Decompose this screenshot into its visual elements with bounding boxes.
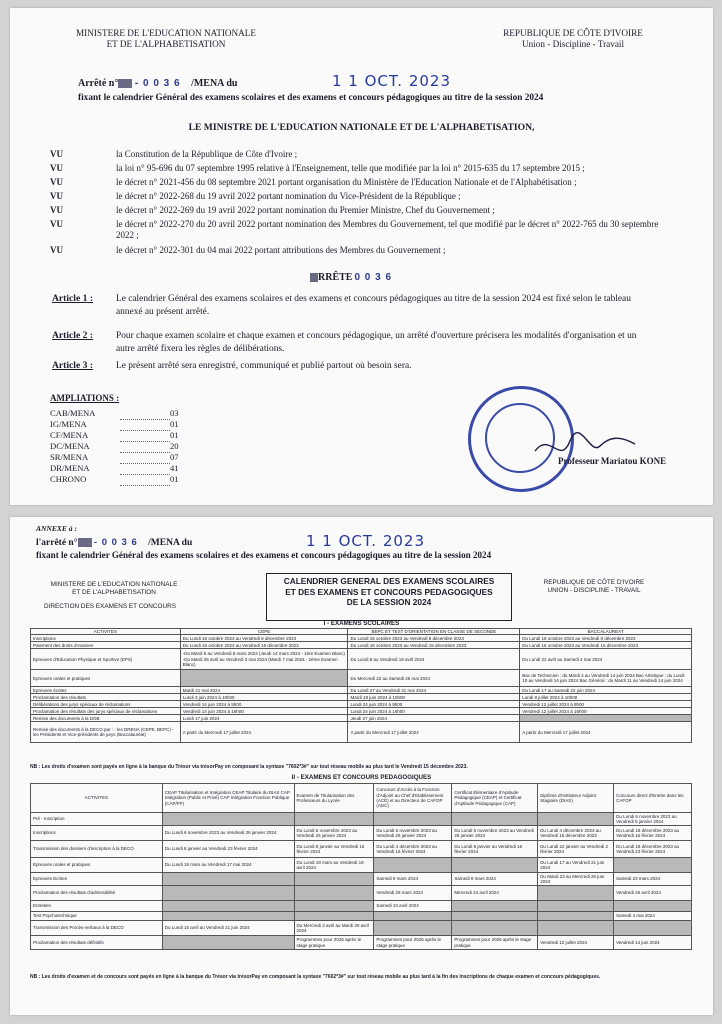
vu-text: la Constitution de la République de Côte d'Ivoire ; bbox=[116, 149, 298, 159]
date-cell: Jeudi 27 juin 2024 bbox=[348, 715, 520, 722]
date-cell: A partir du Mercredi 17 juillet 2024 bbox=[180, 722, 348, 743]
date-cell: Mardi 21 mai 2024 bbox=[180, 687, 348, 694]
date-cell bbox=[294, 886, 374, 901]
date-cell: Samedi 4 mai 2024 bbox=[614, 912, 692, 921]
annex-republic: REPUBLIQUE DE CÔTE D'IVOIRE UNION - DISCIPLINE - TRAVAIL bbox=[543, 579, 645, 594]
ampliations-table bbox=[50, 408, 179, 486]
annex-subject: fixant le calendrier Général des examens scolaires et des examens et concours pédagogiques au titre de la session 2024 bbox=[36, 550, 492, 560]
activity-cell: Epreuves d'Education Physique et Sportive (EPS) bbox=[31, 649, 181, 670]
date-cell: Du Lundi 8 janvier au Vendredi 16 février 2024 bbox=[294, 841, 374, 858]
date-cell: Du Lundi 6 novembre 2023 au Vendredi 26 janvier 2024 bbox=[162, 826, 294, 841]
date-cell: Du Lundi 18 décembre 2023 au Vendredi 16 février 2024 bbox=[614, 826, 692, 841]
vu-text: la loi n° 95-696 du 07 septembre 1995 relative à l'Enseignement, telle que modifiée par la loi n° 2015-635 du 17 septembre 2015 ; bbox=[116, 163, 585, 173]
ampliation-count: 41 bbox=[170, 463, 179, 473]
date-cell: Samedi 9 mars 2024 bbox=[374, 873, 452, 886]
table-row bbox=[31, 722, 692, 743]
date-cell: Programmes pour 2025 après le stage pratique bbox=[452, 936, 538, 950]
table-row bbox=[31, 858, 692, 873]
ampliation-dots bbox=[120, 408, 170, 419]
date-cell: Du Lundi 16 octobre 2023 au Vendredi 15 décembre 2023 bbox=[180, 642, 348, 649]
date-cell: Du Mercredi 22 au Samedi 25 mai 2024 bbox=[348, 670, 520, 687]
table-row bbox=[31, 936, 692, 950]
date-cell: Du Lundi 6 novembre 2023 au Vendredi 26 janvier 2024 bbox=[374, 826, 452, 841]
ampliation-dots bbox=[120, 474, 170, 485]
date-cell: Du Mercredi 3 avril au Mardi 30 avril 2024 bbox=[294, 921, 374, 936]
date-cell: Vendredi 12 juillet 2024 à 9h00 bbox=[520, 701, 692, 708]
date-cell bbox=[374, 858, 452, 873]
date-cell: Lundi 3 juin 2024 à 10h00 bbox=[180, 694, 348, 701]
column-header: Concours d'Accès à la Fonction d'Adjoint au Chef d'Etablissement (ACE) et au Directeur de CAFOP (ADC) bbox=[374, 784, 452, 813]
date-cell: Du Lundi 17 au Samedi 22 juin 2024 bbox=[520, 687, 692, 694]
activity-cell: Proclamation des résultats définitifs bbox=[31, 936, 163, 950]
date-cell bbox=[452, 813, 538, 826]
column-header: CEPE bbox=[180, 629, 348, 635]
vu-label: VU bbox=[50, 177, 63, 187]
vu-label: VU bbox=[50, 219, 63, 229]
date-cell: Du Lundi 18 décembre 2023 au Vendredi 23 février 2024 bbox=[614, 841, 692, 858]
activity-cell: Proclamation des résultats bbox=[31, 694, 181, 701]
date-cell: -Du Mardi 5 au Vendredi 8 mars 2024 (Jeudi 14 mars 2024 - 1ère Examen Blanc) -Du Mardi 26 avril au Vendredi 3 mai 2024 (Mardi 7 mai 2024 - 2ème Examen Blanc) bbox=[180, 649, 348, 670]
date-cell bbox=[538, 813, 614, 826]
date-cell bbox=[520, 715, 692, 722]
table-row bbox=[31, 813, 692, 826]
minister-signature: Professeur Mariatou KONE bbox=[558, 456, 667, 466]
date-cell: Vendredi 14 juin 2024 à 16h00 bbox=[180, 708, 348, 715]
table-row bbox=[31, 841, 692, 858]
activity-cell: Transmission des dossiers d'inscription à la DECO bbox=[31, 841, 163, 858]
ampliation-row bbox=[50, 441, 179, 452]
table-row bbox=[31, 826, 692, 841]
date-cell: Du Lundi 4 décembre 2023 au Vendredi 15 décembre 2023 bbox=[538, 826, 614, 841]
concours-table bbox=[30, 783, 692, 950]
ampliation-count: 07 bbox=[170, 452, 179, 462]
table-row bbox=[31, 912, 692, 921]
date-cell bbox=[374, 813, 452, 826]
ampliation-row bbox=[50, 452, 179, 463]
activity-cell: Test Psychotechnique bbox=[31, 912, 163, 921]
vu-label: VU bbox=[50, 149, 63, 159]
article-text: Le calendrier Général des examens scolaires et des examens et concours pédagogiques au titre de la session 2024 est fixé selon le tableau annexé au présent arrêté. bbox=[116, 294, 631, 317]
date-cell: Du Lundi 6 novembre 2023 au Vendredi 26 janvier 2024 bbox=[294, 826, 374, 841]
minister-heading: LE MINISTRE DE L'EDUCATION NATIONALE ET DE L'ALPHABETISATION, bbox=[188, 122, 535, 133]
activity-cell: Délibérations des jurys spéciaux de réclamations bbox=[31, 701, 181, 708]
date-cell bbox=[374, 912, 452, 921]
date-cell: Lundi 24 juin 2024 à 16h00 bbox=[348, 708, 520, 715]
date-cell: Du Lundi 8 janvier au Vendredi 16 février 2024 bbox=[452, 841, 538, 858]
vu-text: le décret n° 2022-270 du 20 avril 2022 portant nomination des Membres du Gouvernement, tel que modifié par le décret n° 2022-765 du 30 septembre 2022 ; bbox=[116, 219, 659, 240]
ampliation-dots bbox=[120, 441, 170, 452]
exams-scolaires-table bbox=[30, 628, 692, 743]
annex-handwritten-date: 1 1 OCT. 2023 bbox=[306, 532, 425, 550]
date-cell: Du Lundi 27 au Vendredi 31 mai 2024 bbox=[348, 687, 520, 694]
date-cell bbox=[538, 901, 614, 912]
date-cell: Samedi 23 mars 2024 bbox=[614, 873, 692, 886]
date-cell: Du Lundi 16 octobre 2023 au Vendredi 8 décembre 2023 bbox=[348, 635, 520, 642]
column-header: ACTIVITES bbox=[31, 629, 181, 635]
activity-cell: Entretien bbox=[31, 901, 163, 912]
column-header: Diplôme d'Instituteur Adjoint Stagiaire (DIAS) bbox=[538, 784, 614, 813]
date-cell: Du Lundi 15 avril au Vendredi 21 juin 2024 bbox=[162, 921, 294, 936]
table-row bbox=[31, 649, 692, 670]
date-cell bbox=[294, 813, 374, 826]
calendar-title-box: CALENDRIER GENERAL DES EXAMENS SCOLAIRES ET DES EXAMENS ET CONCOURS PEDAGOGIQUES DE LA SESSION 2024 bbox=[266, 573, 512, 621]
date-cell: Du Lundi 16 octobre 2023 au Vendredi 15 décembre 2023 bbox=[520, 642, 692, 649]
date-cell bbox=[538, 921, 614, 936]
date-cell: A partir du Mercredi 17 juillet 2024 bbox=[520, 722, 692, 743]
date-cell: Samedi 13 avril 2024 bbox=[374, 901, 452, 912]
vu-text: le décret n° 2022-268 du 19 avril 2022 portant nomination du Vice-Président de la République ; bbox=[116, 191, 461, 201]
annexe-label: ANNEXE à : bbox=[36, 524, 77, 533]
date-cell bbox=[162, 901, 294, 912]
date-cell: Du Lundi 22 avril au Samedi 4 mai 2024 bbox=[520, 649, 692, 670]
date-cell: Du Lundi 22 janvier au Vendredi 2 février 2024 bbox=[538, 841, 614, 858]
ampliation-name: CAB/MENA bbox=[50, 408, 96, 418]
vu-label: VU bbox=[50, 245, 63, 255]
date-cell: Du Lundi 4 décembre 2023 au Vendredi 16 février 2024 bbox=[374, 841, 452, 858]
column-header: Examen de Titularisation des Professeurs du Lycée bbox=[294, 784, 374, 813]
activity-cell: Epreuves orales et pratiques bbox=[31, 670, 181, 687]
table-row bbox=[31, 901, 692, 912]
table-row bbox=[31, 708, 692, 715]
date-cell: Du Lundi 16 octobre 2023 au Vendredi 8 décembre 2023 bbox=[520, 635, 692, 642]
ampliation-name: DC/MENA bbox=[50, 441, 90, 451]
nb-note-1: NB : Les droits d'examen sont payés en ligne à la banque du Trésor via trésorPay en composant la syntaxe "7602*3#" sur tout réseau mobile au plus tard le Vendredi 15 décembre 2023. bbox=[30, 764, 468, 770]
date-cell: Du Lundi 16 octobre 2023 au Vendredi 8 décembre 2023 bbox=[180, 635, 348, 642]
ampliation-row bbox=[50, 474, 179, 485]
activity-cell: Pré - Inscription bbox=[31, 813, 163, 826]
ampliation-name: IG/MENA bbox=[50, 419, 87, 429]
column-header: Certificat Elémentaire d'Aptitude Pédagogique (CEAP) et Certificat d'Aptitude Pédagogique (CAP) bbox=[452, 784, 538, 813]
date-cell bbox=[374, 921, 452, 936]
activity-cell: Paiement des droits d'examen bbox=[31, 642, 181, 649]
column-header: ACTIVITES bbox=[31, 784, 163, 813]
date-cell bbox=[294, 873, 374, 886]
ampliation-count: 20 bbox=[170, 441, 179, 451]
ampliation-count: 01 bbox=[170, 474, 179, 484]
date-cell: Lundi 17 juin 2024 bbox=[180, 715, 348, 722]
arrete-line: Arrêté n° - 0 0 3 6 /MENA du bbox=[78, 78, 238, 89]
date-cell: Du Lundi 6 novembre 2023 au Vendredi 26 janvier 2024 bbox=[452, 826, 538, 841]
activity-cell: Remise des documents à la DECO par : - les DRENA (CEPE, BEPC) - les Présidents et Vice-présidents de jurys (Baccalauréat) bbox=[31, 722, 181, 743]
table-header-row bbox=[31, 784, 692, 813]
date-cell: Samedi 9 mars 2024 bbox=[452, 873, 538, 886]
date-cell bbox=[452, 912, 538, 921]
date-cell bbox=[452, 858, 538, 873]
table-row bbox=[31, 687, 692, 694]
ministry-header: MINISTERE DE L'EDUCATION NATIONALE ET DE L'ALPHABETISATION bbox=[75, 28, 257, 49]
date-cell: Vendredi 29 mars 2024 bbox=[374, 886, 452, 901]
activity-cell: Epreuves orales et pratiques bbox=[31, 858, 163, 873]
ampliation-row bbox=[50, 408, 179, 419]
date-cell: Du Lundi 8 au Vendredi 19 avril 2024 bbox=[348, 649, 520, 670]
ampliation-row bbox=[50, 419, 179, 430]
direction-label: DIRECTION DES EXAMENS ET CONCOURS bbox=[44, 603, 176, 610]
redaction-block bbox=[310, 273, 318, 282]
date-cell: Vendredi 12 juillet 2024 à 16h00 bbox=[520, 708, 692, 715]
section-concours: II - EXAMENS ET CONCOURS PEDAGOGIQUES bbox=[291, 774, 432, 781]
article-label: Article 2 : bbox=[52, 330, 94, 341]
republic-header: REPUBLIQUE DE CÔTE D'IVOIRE Union - Discipline - Travail bbox=[503, 28, 643, 49]
vu-text: le décret n° 2022-301 du 04 mai 2022 portant attributions des Membres du Gouvernement ; bbox=[116, 245, 446, 255]
arrete-heading: RRÊTE 0 0 3 6 bbox=[310, 272, 392, 283]
table-row bbox=[31, 873, 692, 886]
ampliation-name: CF/MENA bbox=[50, 430, 89, 440]
date-cell: Programmes pour 2025 après le stage pratique bbox=[374, 936, 452, 950]
table-row bbox=[31, 921, 692, 936]
date-cell: Vendredi 14 juin 2024 à 9h00 bbox=[180, 701, 348, 708]
ampliation-name: CHRONO bbox=[50, 474, 87, 484]
date-cell bbox=[294, 901, 374, 912]
nb-note-2: NB : Les droits d'examen et de concours sont payés en ligne à la banque du Trésor via trésorPay en composant la syntaxe "7602*3#" sur tout réseau mobile au plus tard à la fin des inscriptions de chaque examen et concours pédagogiques. bbox=[30, 974, 601, 980]
ampliation-count: 01 bbox=[170, 419, 179, 429]
date-cell bbox=[538, 886, 614, 901]
section-exams-scolaires: I - EXAMENS SCOLAIRES bbox=[323, 620, 400, 627]
ampliation-name: DR/MENA bbox=[50, 463, 90, 473]
table-row bbox=[31, 701, 692, 708]
activity-cell: Proclamation des résultats des jurys spéciaux de réclamations bbox=[31, 708, 181, 715]
date-cell: Vendredi 12 juillet 2024 bbox=[538, 936, 614, 950]
column-header: CEAP Titularisation et Intégration CEAP Titulaire du DIAS CAP Intégration (Public et Privé) CAP Intégration Fonction Publique (CAP/FP) bbox=[162, 784, 294, 813]
redaction-block bbox=[78, 538, 92, 547]
date-cell: Lundi 8 juillet 2024 à 10h00 bbox=[520, 694, 692, 701]
date-cell bbox=[162, 936, 294, 950]
ampliation-dots bbox=[120, 452, 170, 463]
date-cell: Du Mardi 23 au Mercredi 26 juin 2024 bbox=[538, 873, 614, 886]
column-header: BACCALAUREAT bbox=[520, 629, 692, 635]
column-header: BEPC ET TEST D'ORIENTATION EN CLASSE DE SECONDE bbox=[348, 629, 520, 635]
activity-cell: Proclamation des résultats d'admissibilité bbox=[31, 886, 163, 901]
handwritten-date: 1 1 OCT. 2023 bbox=[332, 72, 451, 90]
date-cell: Mercredi 24 avril 2024 bbox=[452, 886, 538, 901]
date-cell bbox=[180, 670, 348, 687]
decree-page bbox=[10, 8, 713, 505]
ampliations-title: AMPLIATIONS : bbox=[50, 393, 120, 403]
vu-label: VU bbox=[50, 191, 63, 201]
table-row bbox=[31, 642, 692, 649]
activity-cell: Epreuves Ecrites bbox=[31, 873, 163, 886]
article-text: Pour chaque examen scolaire et chaque examen et concours pédagogique, un arrêté d'ouverture précisera les modalités d'organisation et un autre arrêté fixera les règles de délibérations. bbox=[116, 331, 637, 354]
annex-ministry: MINISTERE DE L'EDUCATION NATIONALE ET DE L'ALPHABETISATION bbox=[50, 581, 178, 596]
ampliation-dots bbox=[120, 419, 170, 430]
article-text: Le présent arrêté sera enregistré, communiqué et publié partout où besoin sera. bbox=[116, 361, 412, 371]
annex-arrete-line: l'arrêté n° - 0 0 3 6 /MENA du bbox=[36, 537, 193, 548]
annex-page bbox=[10, 517, 713, 1015]
table-row bbox=[31, 715, 692, 722]
date-cell: Vendredi 14 juin 2024 bbox=[614, 936, 692, 950]
date-cell bbox=[294, 912, 374, 921]
decree-subject: fixant le calendrier Général des examens scolaires et des examens et concours pédagogiques au titre de la session 2024 bbox=[78, 93, 544, 103]
ampliation-name: SR/MENA bbox=[50, 452, 89, 462]
activity-cell: Inscriptions bbox=[31, 635, 181, 642]
date-cell: Vendredi 26 avril 2024 bbox=[614, 886, 692, 901]
table-row bbox=[31, 694, 692, 701]
date-cell bbox=[452, 901, 538, 912]
date-cell bbox=[452, 921, 538, 936]
date-cell: Du Lundi 8 janvier au Vendredi 23 février 2024 bbox=[162, 841, 294, 858]
activity-cell: Inscriptions bbox=[31, 826, 163, 841]
vu-text: le décret n° 2021-456 du 08 septembre 2021 portant organisation du Ministère de l'Education Nationale et de l'Alphabétisation ; bbox=[116, 177, 577, 187]
ampliation-count: 03 bbox=[170, 408, 179, 418]
table-row bbox=[31, 635, 692, 642]
ampliation-count: 01 bbox=[170, 430, 179, 440]
date-cell bbox=[162, 886, 294, 901]
date-cell: Mardi 18 juin 2024 à 10h00 bbox=[348, 694, 520, 701]
table-row bbox=[31, 670, 692, 687]
activity-cell: Remise des documents à la DOB bbox=[31, 715, 181, 722]
ampliation-row bbox=[50, 430, 179, 441]
activity-cell: Epreuves écrites bbox=[31, 687, 181, 694]
vu-text: le décret n° 2022-269 du 19 avril 2022 portant nomination du Premier Ministre, Chef du Gouvernement ; bbox=[116, 205, 495, 215]
vu-label: VU bbox=[50, 205, 63, 215]
date-cell: Du Lundi 17 au Vendredi 21 juin 2024 bbox=[538, 858, 614, 873]
table-row bbox=[31, 886, 692, 901]
redaction-block bbox=[118, 79, 132, 88]
date-cell bbox=[614, 901, 692, 912]
date-cell: Du Lundi 6 novembre 2023 au Vendredi 5 janvier 2024 bbox=[614, 813, 692, 826]
date-cell: Du Lundi 16 octobre 2023 au Vendredi 15 décembre 2023 bbox=[348, 642, 520, 649]
ampliation-dots bbox=[120, 430, 170, 441]
activity-cell: Transmission des Procès-verbaux à la DECO bbox=[31, 921, 163, 936]
column-header: Concours direct d'Entrée dans les CAFOP bbox=[614, 784, 692, 813]
date-cell: A partir du Mercredi 17 juillet 2024 bbox=[348, 722, 520, 743]
date-cell bbox=[162, 813, 294, 826]
date-cell: Bac de Technicien : du Mardi 4 au Vendredi 14 juin 2024 Bac Artistique : du Lundi 10 au Vendredi 14 juin 2024 Bac Général : du Mardi 11 au Vendredi 14 juin 2024 bbox=[520, 670, 692, 687]
article-label: Article 1 : bbox=[52, 293, 94, 304]
ampliation-row bbox=[50, 463, 179, 474]
date-cell: Du Lundi 18 mars au Vendredi 17 mai 2024 bbox=[162, 858, 294, 873]
date-cell bbox=[538, 912, 614, 921]
date-cell bbox=[162, 912, 294, 921]
date-cell bbox=[162, 873, 294, 886]
vu-label: VU bbox=[50, 163, 63, 173]
article-label: Article 3 : bbox=[52, 360, 94, 371]
date-cell bbox=[614, 858, 692, 873]
date-cell: Programmes pour 2025 après le stage pratique bbox=[294, 936, 374, 950]
date-cell bbox=[614, 921, 692, 936]
date-cell: Lundi 24 juin 2024 à 9h00 bbox=[348, 701, 520, 708]
ampliation-dots bbox=[120, 463, 170, 474]
date-cell: Du Lundi 18 mars au Vendredi 19 avril 2024 bbox=[294, 858, 374, 873]
